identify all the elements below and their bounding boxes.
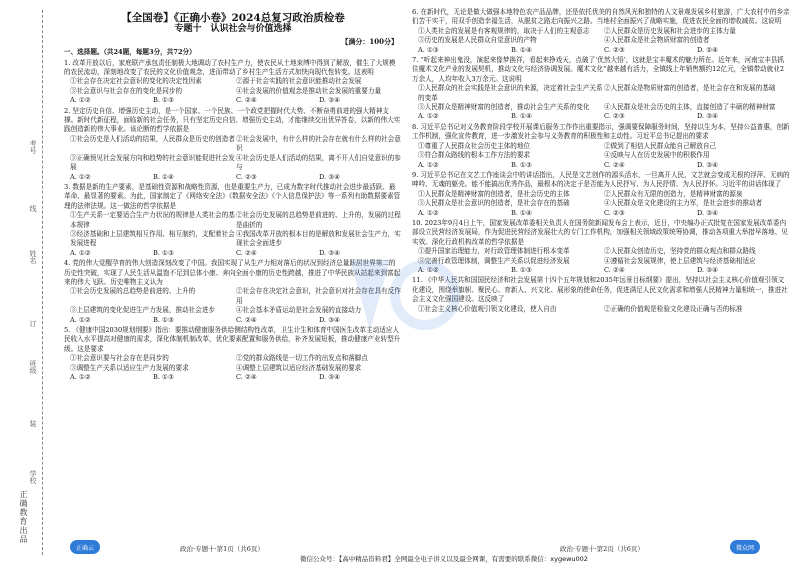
section-heading: 一、选择题。（共24题，每题3分，共72分）: [64, 48, 196, 57]
answer-choice[interactable]: A. ①②: [70, 96, 91, 105]
answer-choice[interactable]: D. ③④: [319, 315, 341, 324]
statement-row: [70, 135, 402, 154]
statement: ④社会基本矛盾运动是社会发展的直接动力: [236, 306, 362, 315]
statement: ②做到了相信人民群众能自己解放自己: [604, 141, 717, 150]
question-stem: 1. 改革开放以后，家庭联产承包责任制极大地调动了农村生产力，使农民从土地束缚中得到了解放，催生了大规模的农民流动，深刻地改变了农民的文化价值观念，进而带动了乡村生产生活方式加快向现代性转变。这表明: [64, 58, 396, 77]
statement-row: [70, 87, 402, 96]
statement-row: [418, 247, 790, 256]
question-list-left: [64, 59, 402, 383]
statement: ④遵循社会发展规律，使上层建筑与经济基础相适应: [604, 256, 756, 265]
statement-row: [70, 364, 402, 373]
statement: ③社会意识与社会存在的变化是同步的: [70, 86, 183, 95]
answer-choice[interactable]: C. ②③: [236, 172, 257, 181]
statement-list: [412, 190, 790, 218]
doc-title: 【全国卷】《正确小卷》2024总复习政治质检卷: [121, 12, 345, 24]
statement: ④人民群众是社会历史的主体，直接创造了丰硕的精神财富: [604, 103, 776, 112]
cut-line: [42, 10, 43, 555]
statement: ①社会历史发展的总趋势是前进的、上升的: [70, 287, 196, 296]
answer-choice[interactable]: A. ①②: [70, 172, 91, 181]
statement: ①人类社会的发展是有客观规律的，取决于人们的主观意志: [418, 26, 590, 35]
exam-id-field: 考号: [29, 140, 37, 154]
statement-list: [412, 27, 790, 55]
statement: ①社会主义核心价值观引领文化建设，使人自由: [418, 304, 557, 313]
statement-row: [418, 190, 790, 199]
statement: ②人民群众是历史发展和社会进步的主体力量: [604, 26, 736, 35]
question-stem: 8. 习近平总书记对义务教育阶段学校开展课后服务工作作出重要指示，强调要保障服务时间，坚持以生为本，坚持公益普惠，创新工作机制，强化宣传教育，进一步激发社会参与义务教育的积极性和主动性。习近平总书记提出的要求: [412, 122, 790, 141]
statement: ③正确预见社会发展方向和趋势的社会意识能促进社会发展: [70, 153, 235, 172]
statement: ②人民群众创造历史，坚持党的群众观点和群众路线: [604, 247, 756, 256]
answer-choice[interactable]: C. ②④: [236, 248, 257, 257]
statement-list: [64, 354, 402, 382]
question-stem: 9. 习近平总书记在文艺工作座谈会中的讲话指出，人民是文艺创作的源头活水，一旦离开人民，文艺就会变成无根的浮萍、无病的呻吟、无魂的躯壳。能不能搞出优秀作品，最根本的决定于是否能为人民抒写、为人民抒情、为人民抒怀。习近平的讲话体现了: [412, 170, 790, 189]
statement: ③符合群众路线的根本工作方法的要求: [418, 151, 531, 160]
answer-choice[interactable]: A. ①②: [418, 160, 439, 169]
answer-choices: [70, 373, 402, 382]
statement: ③经济基础和上层建筑相互作用、相互制约，支配着社会发展进程: [70, 229, 235, 248]
answer-choices: [418, 161, 790, 170]
page-footer-left: 政治·专题十·第1页（共6页）: [180, 545, 264, 553]
score-label: 【满分：100分】: [341, 36, 398, 46]
statement: ④我国改革开放的根本目的是解放和发展社会生产力，实现社会全面进步: [236, 229, 401, 248]
cut-mark-3: 装: [29, 420, 37, 427]
statement-row: [70, 154, 402, 173]
statement-row: [418, 151, 790, 160]
statement: ①社会存在决定社会意识的变化的决定性因素: [70, 77, 202, 86]
statement-list: [412, 142, 790, 170]
answer-choice[interactable]: D. ③④: [319, 172, 341, 181]
statement: ①人民群众是精神财富的创造者，是社会历史的主体: [418, 189, 570, 198]
question-stem: 2. 坚定历史自信、增强历史主动，是一个国家、一个民族、一个政党把握时代大势、不断奋勇前进的强大精神支撑。新时代新征程，面临新的社会任务，只有坚定历史自信、增强历史主动，才能继续交出优异答卷，以新的伟大实践创造新的伟大事业。该论断的哲学依据是: [64, 106, 401, 134]
answer-choice[interactable]: A. ①②: [418, 265, 439, 274]
question-stem: 4. 党的伟大觉醒孕育的伟大创造深刻改变了中国。我国实现了从生产力相对落后的状况到经济总量跃居世界第二的历史性突破，实现了人民生活从温饱不足到总体小康、奔向全面小康的历史性跨越，推进了中华民族从站起来到富起来的伟大飞跃。历史唯物主义认为: [64, 259, 401, 286]
statement-list: [412, 305, 790, 314]
statement: ②社会发展中，有什么样的社会存在就有什么样的社会意识: [236, 134, 401, 153]
answer-choice[interactable]: A. ①②: [70, 248, 91, 257]
answer-choice[interactable]: C. ②③: [604, 112, 625, 121]
statement: ①社会历史是人们活动的结果，人民群众是历史的创造者: [70, 134, 235, 143]
statement-list: [412, 84, 790, 122]
question-stem: 7. “听起来神出鬼没，演起来像梦换祥，看起来挣戏天，点破了‘优然大悟’，这就是宝丰魔术的魅力所在。近年来，河南宝丰县抓住魔术文化产业的发展契机，推动文化与经济协调发展。魔术文化”越来越有活力，全镇线上年销售额约12亿元，全镇带动就业2万余人，人均年收入3万余元。这说明: [412, 56, 785, 83]
statement: ②社会历史发展的总趋势是前进的、上升的，发展的过程是曲折的: [236, 211, 401, 229]
answer-choice[interactable]: D. ③④: [697, 160, 719, 169]
publisher-label: 正确教育出品: [19, 490, 28, 544]
statement: ②社会存在决定社会意识，社会意识对社会存在具有反作用: [236, 287, 401, 305]
statement: ①社会意识要与社会存在是同步的: [70, 354, 169, 363]
statement-row: [418, 103, 790, 112]
question-list-right: [412, 8, 790, 314]
statement-list: [64, 287, 402, 325]
statement: ③完善行政管理体制，调整生产关系以促进经济发展: [418, 256, 570, 265]
statement: ④调整上层建筑以适应经济基础发展的要求: [236, 363, 362, 372]
answer-choice[interactable]: C. ②④: [604, 265, 625, 274]
statement: ②人民群众有无限的创造力，是精神财富的源泉: [604, 189, 743, 198]
answer-choice[interactable]: C. ②④: [236, 315, 257, 324]
statement: ②党的群众路线是一切工作的出发点和落脚点: [236, 354, 368, 363]
statement: ②源于社会实践的社会意识能推动社会发展: [236, 77, 362, 86]
statement-row: [418, 84, 790, 103]
question: [412, 56, 790, 122]
question: [64, 107, 402, 182]
brand-logo-right: 微众网: [730, 540, 760, 554]
statement: ③人民群众是社会意识的创造者，是社会存在的基础: [418, 199, 570, 208]
answer-choice[interactable]: B. ①③: [511, 265, 532, 274]
answer-choice[interactable]: D. ③④: [319, 373, 341, 382]
question: [412, 123, 790, 170]
answer-choice[interactable]: A. ①②: [70, 315, 91, 324]
statement-row: [70, 211, 402, 230]
answer-choices: [418, 46, 790, 55]
answer-choices: [70, 96, 402, 105]
statement-row: [418, 142, 790, 151]
answer-choice[interactable]: A. ①②: [418, 208, 439, 217]
answer-choice[interactable]: B. ①④: [511, 112, 532, 121]
answer-choices: [70, 249, 402, 258]
statement-row: [70, 354, 402, 363]
answer-choice[interactable]: B. ①④: [511, 208, 532, 217]
answer-choice[interactable]: D. ③④: [697, 208, 719, 217]
statement-row: [70, 77, 402, 86]
doc-subtitle: 专题十 认识社会与价值选择: [174, 24, 292, 35]
answer-choice[interactable]: D. ②④: [697, 45, 719, 54]
name-field: 姓名: [29, 250, 37, 264]
answer-choice[interactable]: B. ①③: [153, 96, 174, 105]
left-page: [64, 8, 402, 383]
answer-choices: [70, 173, 402, 182]
answer-choice[interactable]: D. ③④: [319, 96, 341, 105]
answer-choice[interactable]: D. ③④: [697, 265, 719, 274]
question: [412, 171, 790, 218]
statement-list: [412, 247, 790, 275]
statement-row: [418, 305, 790, 314]
statement: ④人民群众是文化建设的主力军，是社会进步的推动者: [604, 199, 763, 208]
answer-choice[interactable]: D. ③④: [319, 248, 341, 257]
statement: ①生产关系一定要适合生产力状况的规律是人类社会的基本规律: [70, 211, 235, 229]
cut-mark-1: 线: [29, 205, 37, 212]
binding-margin: [0, 0, 60, 569]
question: [412, 276, 790, 314]
question: [412, 8, 790, 55]
answer-choice[interactable]: C. ②④: [236, 96, 257, 105]
answer-choice[interactable]: A. ①③: [418, 45, 439, 54]
answer-choice[interactable]: B. ①④: [153, 172, 174, 181]
question: [412, 219, 790, 275]
question: [64, 259, 402, 325]
statement: ③人民群众是精神财富的创造者，推动社会生产关系的变化: [418, 103, 590, 112]
statement-row: [418, 36, 790, 45]
answer-choice[interactable]: B. ①③: [153, 248, 174, 257]
statement: ②人民群众是物质财富的创造者，是社会存在和发展的基础: [604, 84, 776, 93]
answer-choice[interactable]: B. ①③: [153, 373, 174, 382]
answer-choices: [418, 209, 790, 218]
statement: ③调整生产关系以适应生产力发展的要求: [70, 363, 189, 372]
statement-list: [64, 77, 402, 105]
statement-row: [70, 230, 402, 249]
statement: ③历史的发展是人民群众自觉意识的产物: [418, 36, 537, 45]
statement-row: [70, 306, 402, 315]
question: [64, 183, 402, 258]
answer-choice[interactable]: C. ②③: [604, 45, 625, 54]
statement-list: [64, 135, 402, 182]
statement: ③上层建筑的变化促进生产力发展，推动社会进步: [70, 306, 216, 315]
page-footer-right: 政治·专题十·第2页（共6页）: [560, 545, 644, 553]
question-stem: 6. 在新时代，无论是做大做强本地特色农产品品牌，还是依托优美的自然风光和独特的人文景观发展乡村旅游，广大农村中的乡亲们苦干实干，用双手创造幸福生活，从脱贫之路走向振兴之路。当地村全面振兴了战略实施，促进农民全面的增收减贫。这说明: [412, 8, 790, 26]
statement-row: [418, 257, 790, 266]
question-stem: 11. 《中华人民共和国国民经济和社会发展第十四个五年规划和2035年远景目标纲要》提出，坚持以社会主义核心价值观引领文化建设，围绕举旗帜、聚民心、育新人、兴文化、展形象的使命任务，促进满足人民文化需求和增强人民精神力量相统一，推进社会主义文化强国建设。这反映了: [412, 276, 788, 304]
question: [64, 59, 402, 106]
answer-choice[interactable]: A. ①②: [70, 373, 91, 382]
answer-choice[interactable]: B. ①③: [511, 160, 532, 169]
cut-mark-2: 订: [29, 320, 37, 327]
answer-choice[interactable]: B. ①④: [511, 45, 532, 54]
statement: ②正确的价值观是检验文化建设正确与否的标准: [604, 304, 743, 313]
statement-row: [70, 287, 402, 306]
class-field: 班级: [29, 360, 37, 374]
answer-choice[interactable]: C. ②③: [604, 208, 625, 217]
school-field: 学校: [29, 470, 37, 484]
statement: ①提升国家治理能力，对行政管理体制进行根本变革: [418, 247, 570, 256]
statement: ①人民群众的社会实践是社会意识的来源，决定着社会生产关系的变革: [418, 84, 603, 102]
statement-row: [418, 27, 790, 36]
question: [64, 326, 402, 382]
answer-choices: [418, 112, 790, 121]
footer-note: 微信公众号：【高中精品资料君】全网最全电子讲义以及最全网课，有需要的联系微信：xygewu002: [300, 555, 588, 563]
answer-choices: [418, 266, 790, 275]
answer-choice[interactable]: D. ③④: [697, 112, 719, 121]
answer-choice[interactable]: C. ②④: [236, 373, 257, 382]
statement: ④社会历史是人们活动的结果，离不开人们自觉意识的参与: [236, 153, 401, 172]
statement-list: [64, 211, 402, 258]
answer-choice[interactable]: A. ①②: [418, 112, 439, 121]
answer-choice[interactable]: C. ②④: [604, 160, 625, 169]
question-stem: 5. 《健康中国2030规划纲要》指出：要推动健康服务供给侧结构性改革，卫生计生和体育中国医生改革主动适应人民收入水平提高对健康的需求，深化体制机制改革，优化要素配置和服务供给，补齐发展短板，推动健康产业转型升级。这是要求: [64, 326, 401, 353]
statement: ①尊重了人民群众社会历史主体的地位: [418, 141, 531, 150]
answer-choice[interactable]: B. ①③: [153, 315, 174, 324]
right-page: [412, 8, 790, 315]
question-stem: 3. 数据是新的生产要素，是基础性资源和战略性资源，也是重要生产力，已成为数字时代推动社会进步最活跃、最革命、最显著的要素。为此，国家制定了《网络安全法》《数据安全法》《个人信息保护法》等一系列有助数据要素管理的法律法规。这一做法的哲学依据是: [64, 182, 401, 210]
statement: ④社会发展的价值观念是推动社会发展的重要力量: [236, 86, 382, 95]
statement: ④人民群众是社会物质财富的创造者: [604, 36, 710, 45]
question-stem: 10. 2023年9月4日上午，国家发展改革委相关负责人在国务院新闻发布会上表示，近日，中央编办正式批复在国家发展改革委内部设立民营经济发展局，作为促进民营经济发展壮大的专门工作机构，加强相关领域政策统筹协调，推动各项重大举措早落地、见实效。深化行政机构改革的哲学依据是: [412, 218, 788, 246]
brand-logo-left: 正确云: [70, 540, 100, 554]
statement: ④反映与人在历史发展中的积极作用: [604, 151, 710, 160]
statement-row: [418, 199, 790, 208]
answer-choices: [70, 316, 402, 325]
